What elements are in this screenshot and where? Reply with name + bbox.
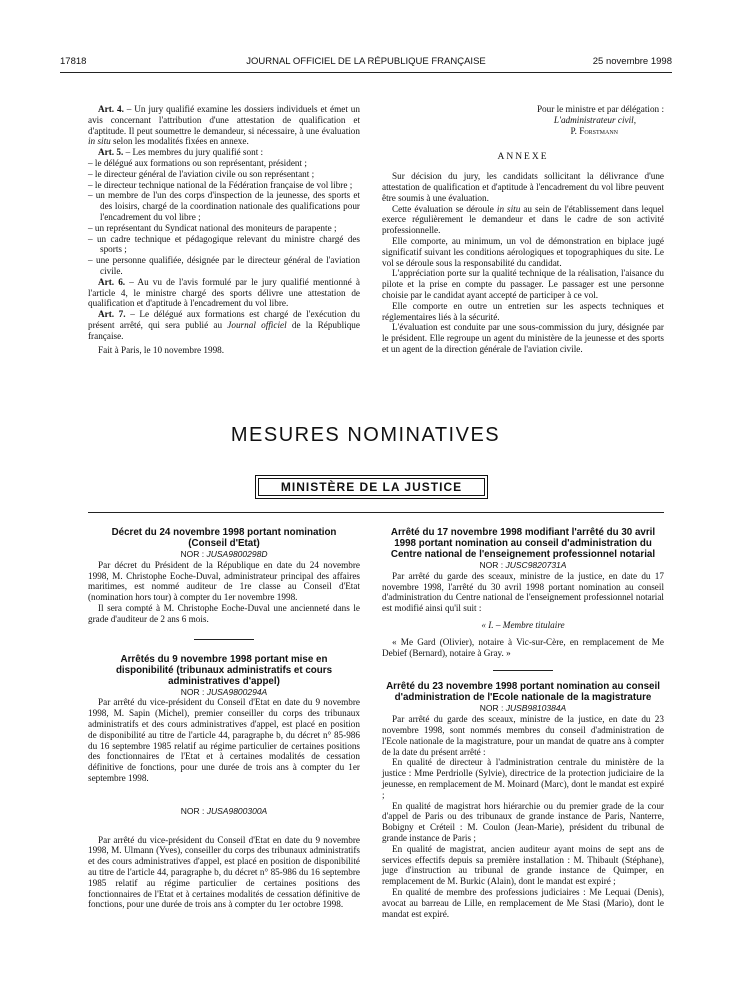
arrete-paragraph: Par arrêté du vice-président du Conseil d'Etat en date du 9 novembre 1998, M. Sapin (Michel), premier conseiller du corps des tribunaux administratifs et des cours administratives d'appel, est placé en position de disponibilité au titre de l'article 44, paragraphe b, du décret n° 85-986 du 16 septembre 1985 relatif au régime particulier de certaines positions des fonctionnaires de l'Etat et à certaines modalités de cessation définitive de fonctions, pour une durée de trois ans à compter du 1er septembre 1998. bbox=[88, 697, 360, 783]
nor-reference: NOR : JUSB9810384A bbox=[479, 703, 567, 714]
article-4: Art. 4. – Un jury qualifié examine les dossiers individuels et émet un avis concernant l'attribution d'une attestation de qualification et d'aptitude. Il peut soumettre le demandeur, si nécessaire, à une évaluation in situ selon les modalités fixées en annexe. bbox=[88, 104, 360, 147]
issue-date: 25 novembre 1998 bbox=[592, 56, 672, 67]
ministry-title: MINISTÈRE DE LA JUSTICE bbox=[258, 478, 485, 496]
arrete-paragraph: En qualité de magistrat, ancien auditeur ayant moins de sept ans de services effectifs depuis sa première installation : M. Thibault (Stéphane), juge d'instruction au tribunal de grande instance de Quimper, en remplacement de M. Burkic (Alain), dont le mandat est expiré ; bbox=[382, 843, 664, 887]
signature-line-2: L'administrateur civil, bbox=[553, 114, 636, 125]
article-6: Art. 6. – Au vu de l'avis formulé par le jury qualifié mentionné à l'article 4, le ministre chargé des sports délivre une attestation de qualification et d'aptitude à l'encadrement du vol libre. bbox=[88, 276, 360, 309]
arrete-paragraph: En qualité de directeur à l'administration centrale du ministère de la justice : Mme Perdriolle (Sylvie), directrice de la protection judiciaire de la jeunesse, en remplacement de M. Moinard (Marc), dont le mandat est expiré ; bbox=[382, 757, 664, 800]
page-header bbox=[60, 56, 672, 70]
member-item: – le délégué aux formations ou son représentant, président ; bbox=[88, 157, 307, 168]
decree-paragraph: Par décret du Président de la République en date du 24 novembre 1998, M. Christophe Eoche-Duval, administrateur principal des affaires maritimes, est nommé auditeur de 1re classe au Conseil d'Etat (nomination hors tour) à compter du 1er novembre 1998. bbox=[88, 559, 360, 603]
arrete-paragraph: « Me Gard (Olivier), notaire à Vic-sur-Cère, en remplacement de Me Debief (Bernard), notaire à Gray. » bbox=[382, 636, 664, 658]
left-column-bottom bbox=[88, 527, 360, 910]
arrete-paragraph: Par arrêté du vice-président du Conseil d'Etat en date du 9 novembre 1998, M. Ulmann (Yves), conseiller du corps des tribunaux administratifs et des cours administratives d'appel, est placé en position de disponibilité au titre de l'article 44, paragraphe b, du décret n° 85-986 du 16 septembre 1985 relatif au régime particulier de certaines positions des fonctionnaires de l'Etat et à certaines modalités de cessation définitive de fonctions, pour une durée de trois ans à compter du 1er octobre 1998. bbox=[88, 834, 360, 910]
section-rule bbox=[88, 512, 664, 513]
article-5: Art. 5. – Les membres du jury qualifié sont : bbox=[98, 147, 264, 158]
nor-reference: NOR : JUSA9800300A bbox=[180, 805, 268, 816]
annexe-paragraph: Elle comporte, au minimum, un vol de démonstration en biplace jugé significatif suivant les conditions aérologiques et topographiques du site. Le vol se déroule sous la responsabilité du candidat. bbox=[382, 235, 664, 268]
annexe-paragraph: Cette évaluation se déroule in situ au sein de l'établissement dans lequel exerce régulièrement le demandeur et dans le cadre de son activité professionnelle. bbox=[382, 203, 665, 236]
decree-paragraph: Il sera compté à M. Christophe Eoche-Duval une ancienneté dans le grade d'auditeur de 2 ans 6 mois. bbox=[88, 602, 360, 624]
annexe-paragraph: Sur décision du jury, les candidats sollicitant la délivrance d'une attestation de qualification et d'aptitude à l'encadrement du vol libre peuvent être soumis à une évaluation. bbox=[382, 171, 664, 203]
annexe-title: ANNEXE bbox=[497, 152, 549, 163]
ministry-box bbox=[255, 475, 488, 499]
signatory-name: P. Forstmann bbox=[570, 125, 618, 136]
nor-reference: NOR : JUSA9800294A bbox=[180, 686, 268, 697]
annexe-paragraph: Elle comporte en outre un entretien sur les aspects techniques et réglementaires liés à la sécurité. bbox=[382, 300, 664, 322]
arrete-title: Arrêté du 17 novembre 1998 modifiant l'arrêté du 30 avril 1998 portant nomination au conseil d'administration du Centre national de l'enseignement professionnel notarial bbox=[390, 527, 656, 560]
arrete-paragraph: Par arrêté du garde des sceaux, ministre de la justice, en date du 17 novembre 1998, l'arrêté du 30 avril 1998 portant nomination au conseil d'administration du Centre national de l'enseignement professionnel notarial est modifié ainsi qu'il suit : bbox=[382, 570, 664, 614]
arrete-title: Arrêté du 23 novembre 1998 portant nomination au conseil d'administration de l'Ecole nationale de la magistrature bbox=[386, 681, 660, 704]
header-rule bbox=[60, 72, 672, 73]
member-item: – un membre de l'un des corps d'inspection de la jeunesse, des sports et des loisirs, chargé de la coordination nationale des qualifications pour l'encadrement du vol libre ; bbox=[88, 190, 360, 222]
separator bbox=[493, 670, 553, 671]
nor-reference: NOR : JUSC9820731A bbox=[479, 560, 567, 570]
separator bbox=[194, 639, 254, 640]
signature-place-date: Fait à Paris, le 10 novembre 1998. bbox=[98, 344, 225, 355]
section-title: MESURES NOMINATIVES bbox=[230, 424, 501, 446]
member-item: – le directeur général de l'aviation civile ou son représentant ; bbox=[88, 168, 315, 179]
left-column-top bbox=[88, 104, 360, 355]
member-item: – le directeur technique national de la Fédération française de vol libre ; bbox=[88, 179, 353, 190]
annexe-paragraph: L'appréciation porte sur la qualité technique de la réalisation, l'aisance du pilote et la prise en compte du passager. Le passager est une personne choisie par le candidat ayant accepté de participer à ce vol. bbox=[382, 268, 664, 300]
right-column-bottom bbox=[382, 527, 664, 919]
annexe-paragraph: L'évaluation est conduite par une sous-commission du jury, désignée par le président. Elle regroupe un agent du ministère de la jeunesse et des sports et un agent de la direction générale de l'aviation civile. bbox=[382, 322, 664, 354]
arrete-paragraph: En qualité de membre des professions judiciaires : Me Lequai (Denis), avocat au barreau de Lille, en remplacement de Me Stasi (Mario), dont le mandat est expiré. bbox=[382, 886, 664, 919]
right-column-top bbox=[382, 104, 664, 355]
arrete-title: Arrêtés du 9 novembre 1998 portant mise en disponibilité (tribunaux administratifs et cours administratives d'appel) bbox=[115, 653, 333, 687]
member-item: – un représentant du Syndicat national des moniteurs de parapente ; bbox=[88, 222, 337, 233]
arrete-paragraph: Par arrêté du garde des sceaux, ministre de la justice, en date du 23 novembre 1998, sont nommés membres du conseil d'administration de l'Ecole nationale de la magistrature, pour un mandat de quatre ans à compter de la date du présent arrêté : bbox=[382, 714, 664, 757]
decree-title: Décret du 24 novembre 1998 portant nomination (Conseil d'Etat) bbox=[111, 527, 337, 549]
page-number: 17818 bbox=[60, 56, 87, 67]
member-item: – un cadre technique et pédagogique relevant du ministre chargé des sports ; bbox=[88, 233, 360, 255]
member-item: – une personne qualifiée, désignée par le directeur général de l'aviation civile. bbox=[88, 255, 360, 276]
arrete-paragraph: En qualité de magistrat hors hiérarchie ou du premier grade de la cour d'appel de Paris ou des tribunaux de grande instance de Paris, Nanterre, Bobigny et Créteil : M. Coulon (Jean-Marie), président du tribunal de grande instance de Paris ; bbox=[382, 800, 664, 843]
journal-title: JOURNAL OFFICIEL DE LA RÉPUBLIQUE FRANÇAISE bbox=[246, 56, 486, 67]
arrete-subheading: « I. – Membre titulaire bbox=[481, 619, 565, 630]
article-7: Art. 7. – Le délégué aux formations est chargé de l'exécution du présent arrêté, qui sera publié au Journal officiel de la République française. bbox=[88, 309, 360, 341]
signature-line-1: Pour le ministre et par délégation : bbox=[536, 104, 664, 114]
nor-reference: NOR : JUSA9800298D bbox=[180, 549, 268, 559]
